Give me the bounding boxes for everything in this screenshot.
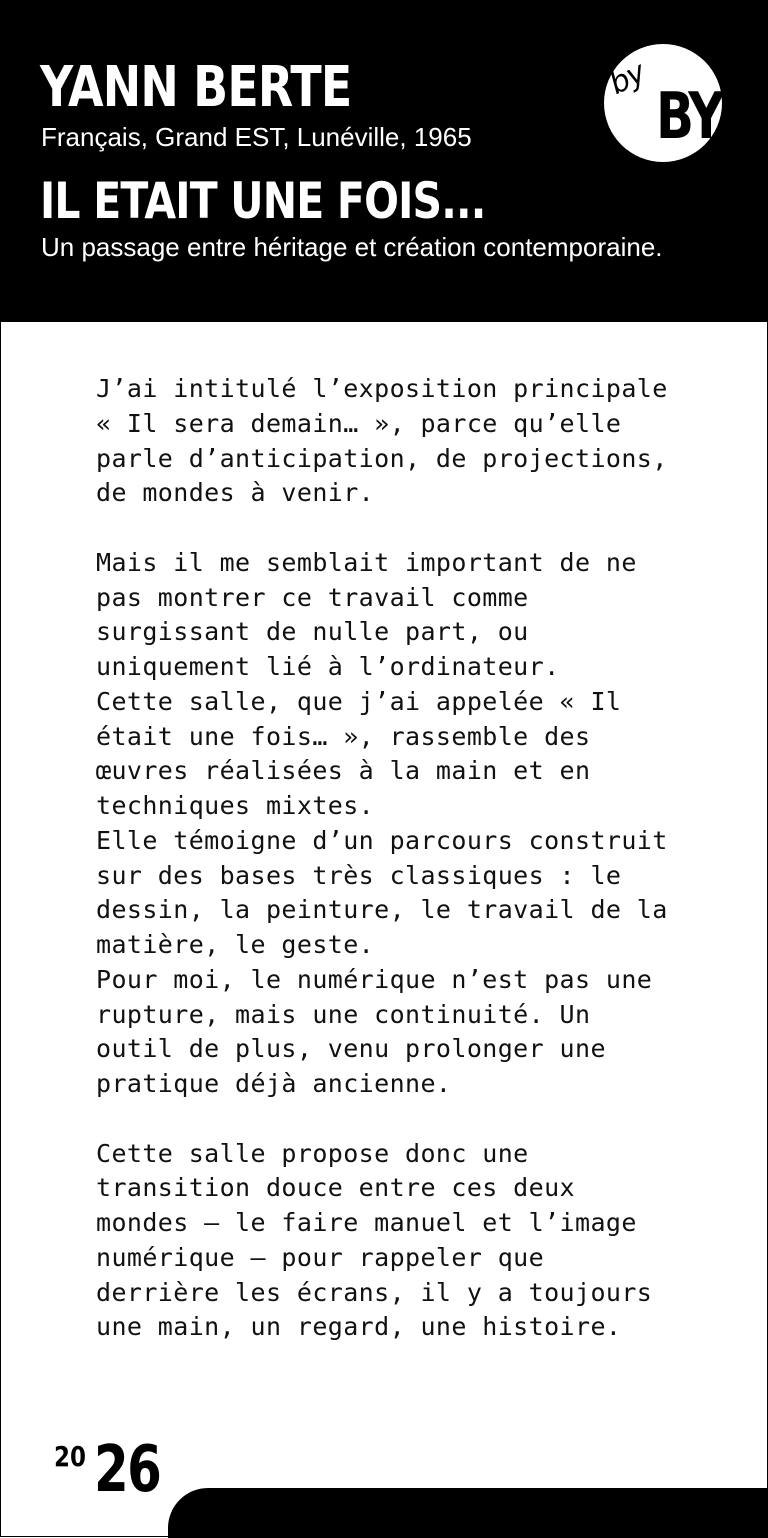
footer-bar [168, 1488, 768, 1538]
text-line: rupture, mais une continuité. Un [96, 999, 591, 1029]
logo-by-big-text: BY [656, 80, 722, 154]
artist-info: Français, Grand EST, Lunéville, 1965 [41, 122, 472, 152]
artist-name: YANN BERTE [40, 55, 352, 120]
year-suffix: 26 [94, 1433, 161, 1507]
text-line: Cette salle, que j’ai appelée « Il [96, 686, 622, 716]
text-line: une main, un regard, une histoire. [96, 1312, 622, 1342]
text-line: pas montrer ce travail comme [96, 582, 529, 612]
text-line: J’ai intitulé l’exposition principale [96, 374, 668, 403]
text-line: uniquement lié à l’ordinateur. [96, 652, 560, 681]
text-line: dessin, la peinture, le travail de la [96, 895, 668, 925]
text-line: mondes — le faire manuel et l’image [96, 1208, 637, 1237]
text-line: « Il sera demain… », parce qu’elle [96, 408, 622, 438]
paragraph-1 [96, 372, 716, 511]
text-line: de mondes à venir. [96, 478, 375, 508]
text-line: Mais il me semblait important de ne [96, 547, 637, 577]
text-line: outil de plus, venu prolonger une [96, 1034, 606, 1064]
text-line: surgissant de nulle part, ou [96, 617, 529, 647]
text-line: numérique — pour rappeler que [96, 1242, 545, 1272]
text-line: transition douce entre ces deux [96, 1173, 575, 1203]
text-line: Pour moi, le numérique n’est pas une [96, 964, 653, 994]
header-banner [0, 0, 768, 322]
text-line: Elle témoigne d’un parcours construit [96, 825, 668, 855]
text-line: œuvres réalisées à la main et en [96, 756, 591, 786]
text-line: matière, le geste. [96, 930, 375, 959]
year-prefix: 20 [54, 1440, 86, 1473]
paragraph-3 [96, 1137, 716, 1346]
text-line: techniques mixtes. [96, 791, 375, 820]
logo-by-small-text: by [603, 55, 651, 102]
text-line: Cette salle propose donc une [96, 1138, 529, 1168]
text-line: parle d’anticipation, de projections, [96, 443, 668, 473]
exhibition-text [96, 372, 716, 1380]
paragraph-2 [96, 546, 716, 1102]
text-line: était une fois… », rassemble des [96, 721, 591, 751]
text-line: sur des bases très classiques : le [96, 860, 622, 890]
by-by-logo [604, 44, 722, 162]
text-line: derrière les écrans, il y a toujours [96, 1277, 653, 1307]
exhibit-title: IL ETAIT UNE FOIS... [40, 172, 486, 230]
text-line: pratique déjà ancienne. [96, 1069, 452, 1098]
exhibit-subtitle: Un passage entre héritage et création contemporaine. [41, 232, 663, 262]
